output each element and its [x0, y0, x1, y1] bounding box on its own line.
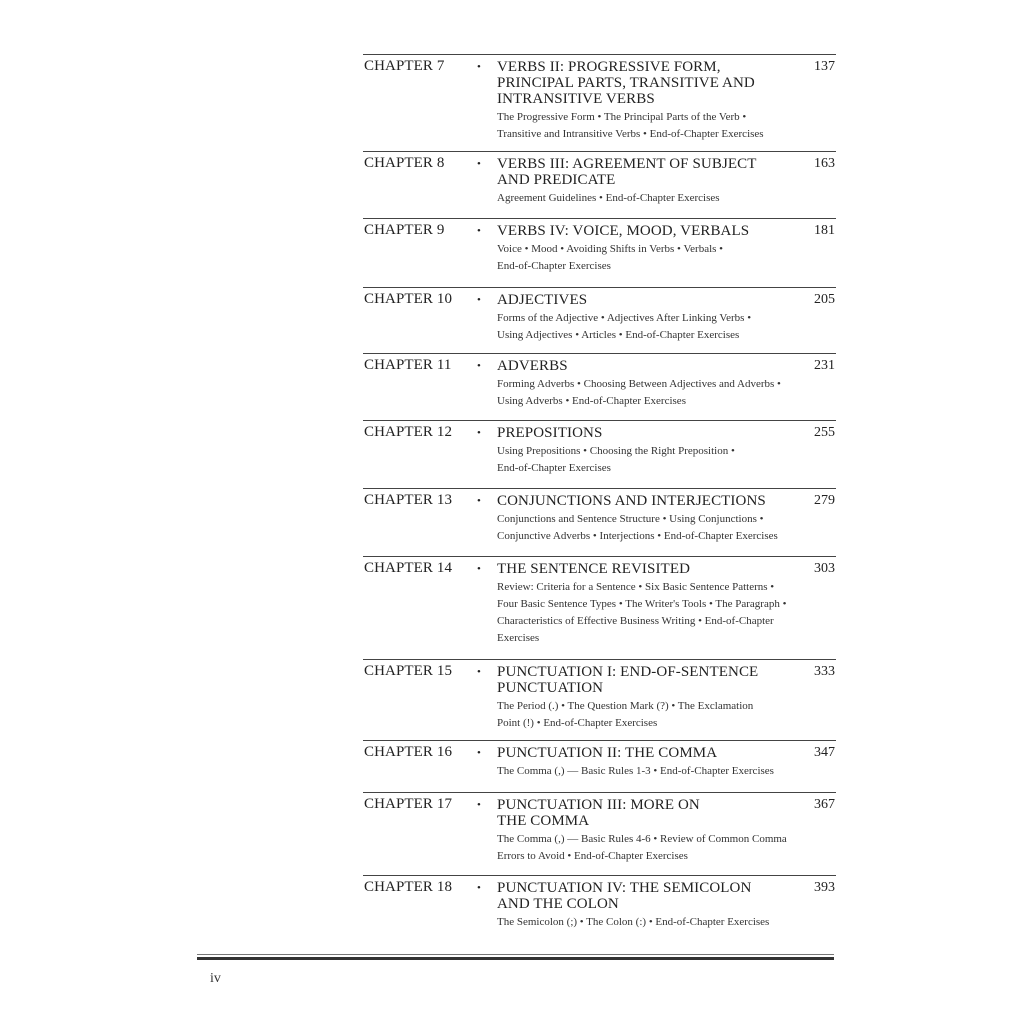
chapter-label: CHAPTER 14 — [364, 560, 453, 576]
chapter-description — [497, 443, 822, 477]
chapter-title — [497, 797, 797, 829]
entry-rule — [363, 353, 836, 354]
chapter-title-line: PUNCTUATION II: THE COMMA — [497, 745, 718, 761]
chapter-title-line: PREPOSITIONS — [497, 425, 603, 441]
chapter-title — [497, 561, 797, 577]
chapter-title — [497, 156, 797, 188]
chapter-description — [497, 310, 822, 344]
description-line: Conjunctions and Sentence Structure • Using Conjunctions • — [497, 513, 764, 525]
page-number: 303 — [814, 561, 835, 576]
chapter-description — [497, 190, 822, 207]
chapter-label: CHAPTER 16 — [364, 744, 453, 760]
chapter-title-line: PUNCTUATION — [497, 680, 604, 696]
chapter-title-line: PUNCTUATION III: MORE ON — [497, 797, 700, 813]
page-number: 205 — [814, 292, 835, 307]
description-line: Using Adjectives • Articles • End-of-Chapter Exercises — [497, 329, 740, 341]
chapter-label: CHAPTER 7 — [364, 58, 445, 74]
bullet-icon: • — [477, 563, 481, 575]
description-line: The Comma (,) — Basic Rules 1-3 • End-of-Chapter Exercises — [497, 765, 774, 777]
bullet-icon: • — [477, 427, 481, 439]
entry-rule — [363, 556, 836, 557]
description-line: Four Basic Sentence Types • The Writer's Tools • The Paragraph • — [497, 598, 787, 610]
chapter-label: CHAPTER 10 — [364, 291, 453, 307]
chapter-title — [497, 880, 797, 912]
description-line: Using Adverbs • End-of-Chapter Exercises — [497, 395, 686, 407]
chapter-label: CHAPTER 15 — [364, 663, 453, 679]
footer-rule-thin — [197, 954, 834, 955]
entry-rule — [363, 420, 836, 421]
bullet-icon: • — [477, 360, 481, 372]
page-number: 137 — [814, 59, 835, 74]
entry-rule — [363, 792, 836, 793]
chapter-title-line: AND PREDICATE — [497, 172, 616, 188]
chapter-title — [497, 664, 797, 696]
page-number: 347 — [814, 745, 835, 760]
bullet-icon: • — [477, 495, 481, 507]
chapter-title-line: INTRANSITIVE VERBS — [497, 91, 655, 107]
bullet-icon: • — [477, 666, 481, 678]
chapter-title — [497, 358, 797, 374]
chapter-title — [497, 745, 797, 761]
bullet-icon: • — [477, 158, 481, 170]
entry-rule — [363, 740, 836, 741]
entry-rule — [363, 488, 836, 489]
description-line: Review: Criteria for a Sentence • Six Basic Sentence Patterns • — [497, 581, 775, 593]
page-number: 255 — [814, 425, 835, 440]
page-number: 367 — [814, 797, 835, 812]
chapter-title-line: ADVERBS — [497, 358, 568, 374]
chapter-label: CHAPTER 18 — [364, 879, 453, 895]
bullet-icon: • — [477, 799, 481, 811]
bullet-icon: • — [477, 61, 481, 73]
chapter-title — [497, 223, 797, 239]
description-line: The Progressive Form • The Principal Parts of the Verb • — [497, 111, 747, 123]
chapter-label: CHAPTER 11 — [364, 357, 452, 373]
chapter-title-line: PUNCTUATION IV: THE SEMICOLON — [497, 880, 752, 896]
chapter-label: CHAPTER 8 — [364, 155, 445, 171]
chapter-description — [497, 698, 822, 732]
page-number: 393 — [814, 880, 835, 895]
description-line: Transitive and Intransitive Verbs • End-of-Chapter Exercises — [497, 128, 764, 140]
chapter-title-line: THE SENTENCE REVISITED — [497, 561, 691, 577]
chapter-label: CHAPTER 17 — [364, 796, 453, 812]
page-folio: iv — [210, 971, 221, 986]
page-number: 231 — [814, 358, 835, 373]
bullet-icon: • — [477, 882, 481, 894]
chapter-title-line: VERBS II: PROGRESSIVE FORM, — [497, 59, 721, 75]
chapter-title-line: ADJECTIVES — [497, 292, 588, 308]
footer-rule — [197, 957, 834, 960]
description-line: Voice • Mood • Avoiding Shifts in Verbs • Verbals • — [497, 243, 724, 255]
description-line: End-of-Chapter Exercises — [497, 462, 611, 474]
chapter-title-line: PRINCIPAL PARTS, TRANSITIVE AND — [497, 75, 755, 91]
page-number: 163 — [814, 156, 835, 171]
chapter-title-line: AND THE COLON — [497, 896, 619, 912]
chapter-title-line: THE COMMA — [497, 813, 590, 829]
description-line: Errors to Avoid • End-of-Chapter Exercises — [497, 850, 688, 862]
page-number: 181 — [814, 223, 835, 238]
chapter-title-line: PUNCTUATION I: END-OF-SENTENCE — [497, 664, 759, 680]
description-line: Agreement Guidelines • End-of-Chapter Exercises — [497, 192, 720, 204]
chapter-label: CHAPTER 13 — [364, 492, 453, 508]
entry-rule — [363, 218, 836, 219]
description-line: Forms of the Adjective • Adjectives After Linking Verbs • — [497, 312, 752, 324]
chapter-title — [497, 292, 797, 308]
description-line: Using Prepositions • Choosing the Right Preposition • — [497, 445, 735, 457]
chapter-description — [497, 763, 822, 780]
entry-rule — [363, 287, 836, 288]
entry-rule — [363, 659, 836, 660]
entry-rule — [363, 151, 836, 152]
chapter-description — [497, 241, 822, 275]
chapter-title — [497, 493, 797, 509]
chapter-title-line: VERBS III: AGREEMENT OF SUBJECT — [497, 156, 757, 172]
description-line: The Semicolon (;) • The Colon (:) • End-of-Chapter Exercises — [497, 916, 770, 928]
chapter-title — [497, 425, 797, 441]
description-line: Forming Adverbs • Choosing Between Adjectives and Adverbs • — [497, 378, 781, 390]
chapter-description — [497, 831, 822, 865]
entry-rule — [363, 54, 836, 55]
bullet-icon: • — [477, 225, 481, 237]
chapter-description — [497, 511, 822, 545]
chapter-description — [497, 579, 822, 647]
chapter-description — [497, 376, 822, 410]
description-line: The Period (.) • The Question Mark (?) • The Exclamation — [497, 700, 754, 712]
description-line: Point (!) • End-of-Chapter Exercises — [497, 717, 658, 729]
page-number: 279 — [814, 493, 835, 508]
chapter-label: CHAPTER 12 — [364, 424, 453, 440]
bullet-icon: • — [477, 294, 481, 306]
chapter-description — [497, 914, 822, 931]
description-line: Characteristics of Effective Business Writing • End-of-Chapter — [497, 615, 774, 627]
chapter-title — [497, 59, 797, 107]
description-line: Conjunctive Adverbs • Interjections • End-of-Chapter Exercises — [497, 530, 778, 542]
chapter-title-line: VERBS IV: VOICE, MOOD, VERBALS — [497, 223, 750, 239]
chapter-title-line: CONJUNCTIONS AND INTERJECTIONS — [497, 493, 766, 509]
chapter-label: CHAPTER 9 — [364, 222, 445, 238]
bullet-icon: • — [477, 747, 481, 759]
chapter-description — [497, 109, 822, 143]
page-number: 333 — [814, 664, 835, 679]
description-line: The Comma (,) — Basic Rules 4-6 • Review of Common Comma — [497, 833, 787, 845]
description-line: End-of-Chapter Exercises — [497, 260, 611, 272]
entry-rule — [363, 875, 836, 876]
description-line: Exercises — [497, 632, 540, 644]
